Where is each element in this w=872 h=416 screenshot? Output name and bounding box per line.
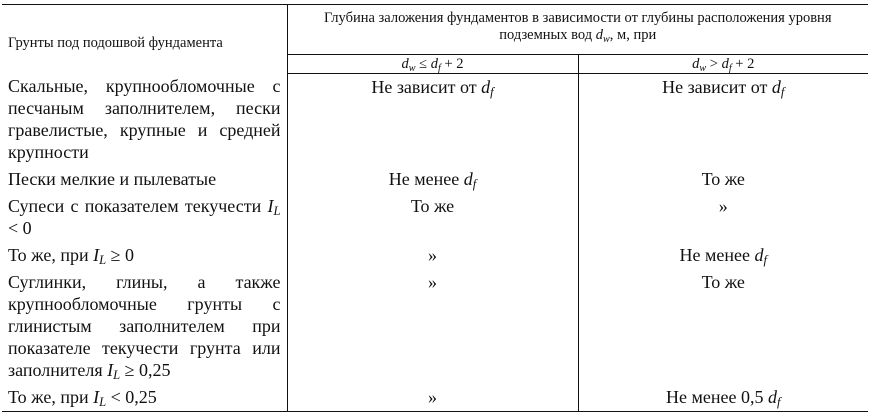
soil-cell: То же, при $I_L < 0,25$	[2, 384, 287, 412]
table-row	[2, 166, 868, 193]
value-cell-cond2: »	[718, 196, 728, 216]
soil-cell: Пески мелкие и пылеватые	[2, 166, 287, 193]
soil-cell: Скальные, крупнообломочные с песчаным заполнителем, пески гравелистые, крупные и средней крупности	[2, 73, 287, 166]
foundation-depth-table	[2, 4, 868, 412]
header-condition-2: $d_w > d_f + 2$	[578, 54, 868, 73]
header-depth-column: Глубина заложения фундаментов в зависимости от глубины расположения уровня подземных вод $d_w$, м, при	[287, 5, 868, 55]
header-condition-1: $d_w \le d_f + 2$	[287, 54, 578, 73]
header-soil-column: Грунты под подошвой фундамента	[2, 5, 287, 74]
value-cell-cond1: »	[287, 242, 578, 269]
value-cell-cond2: Не зависит от $d_f$	[662, 76, 785, 99]
soil-cell: Суглинки, глины, а также крупнообломочные грунты с глинистым заполнителем при показателе текучести грунта или заполнителя $I_L \ge 0,25$	[2, 269, 287, 384]
value-cell-cond1: »	[287, 269, 578, 384]
value-cell-cond1: То же	[287, 193, 578, 242]
table-body	[2, 73, 868, 412]
value-cell-cond1: »	[287, 384, 578, 412]
table-row	[2, 242, 868, 269]
soil-cell: То же, при $I_L \ge 0$	[2, 242, 287, 269]
table-row	[2, 73, 868, 166]
table-row	[2, 193, 868, 242]
table-header	[2, 5, 868, 74]
table-row	[2, 269, 868, 384]
table-row	[2, 384, 868, 412]
soil-cell: Супеси с показателем текучести $I_L < 0$	[2, 193, 287, 242]
foundation-depth-table-document	[2, 4, 868, 412]
value-cell-cond2: То же	[701, 169, 745, 189]
value-cell-cond1: Не менее $d_f$	[287, 166, 578, 193]
value-cell-cond2: То же	[701, 272, 745, 292]
value-cell-cond2: Не менее $d_f$	[679, 245, 767, 267]
value-cell-cond2: Не менее 0,5 $d_f$	[578, 384, 868, 412]
value-cell-cond1: Не зависит от $d_f$	[287, 73, 578, 166]
